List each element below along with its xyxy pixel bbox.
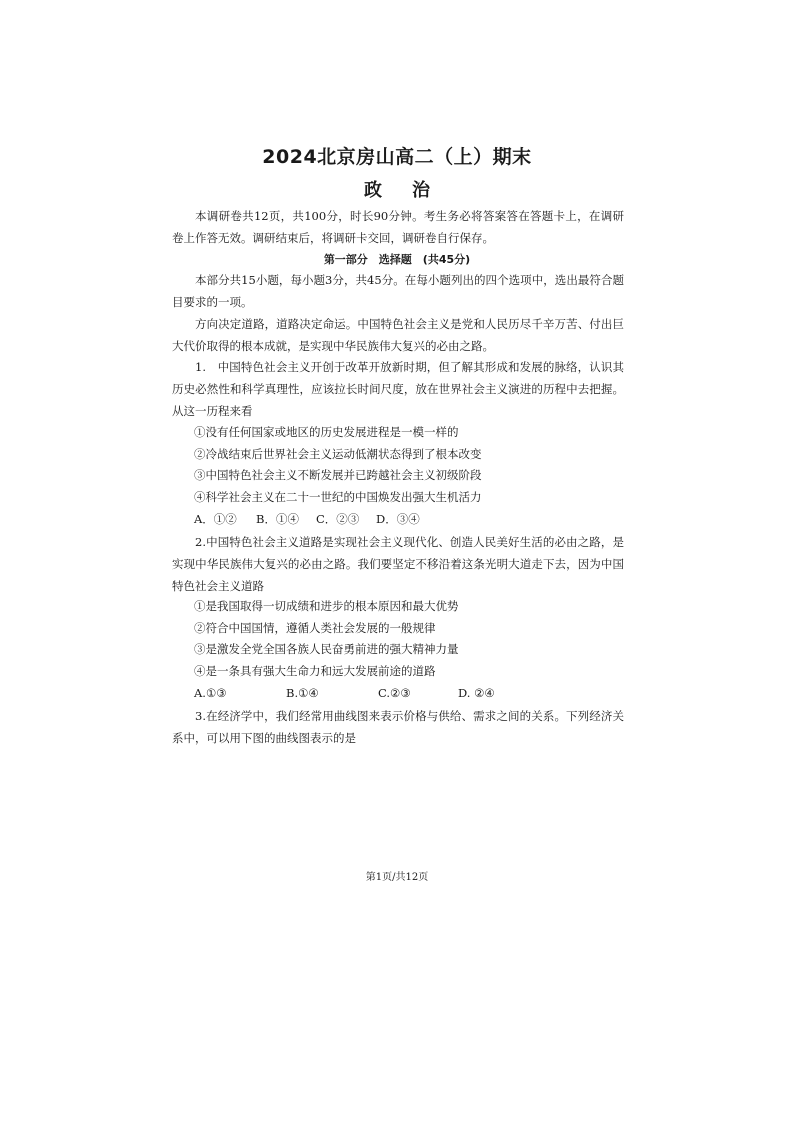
subject-title: 政治 bbox=[364, 180, 460, 201]
answer-choice: B.①④ bbox=[286, 686, 319, 700]
question-2-option: ④是一条具有强大生命力和远大发展前途的道路 bbox=[194, 664, 436, 678]
question-1-option: ②冷战结束后世界社会主义运动低潮状态得到了根本改变 bbox=[194, 447, 482, 461]
question-1-option: ③中国特色社会主义不断发展并已跨越社会主义初级阶段 bbox=[194, 468, 482, 482]
answer-choice: C.②③ bbox=[378, 686, 411, 700]
question-2-option: ②符合中国国情，遵循人类社会发展的一般规律 bbox=[194, 621, 436, 635]
question-1-stem: 1. 中国特色社会主义开创于改革开放新时期，但了解其形成和发展的脉络，认识其历史必然性和科学真理性，应该拉长时间尺度，放在世界社会主义演进的历程中去把握。从这一历程来看 bbox=[172, 360, 624, 418]
question-1-option: ①没有任何国家或地区的历史发展进程是一模一样的 bbox=[194, 425, 459, 439]
answer-choice: A.①③ bbox=[194, 686, 227, 700]
answer-choice: C．②③ bbox=[316, 512, 360, 526]
answer-choice: B．①④ bbox=[256, 512, 299, 526]
question-1-option: ④科学社会主义在二十一世纪的中国焕发出强大生机活力 bbox=[194, 490, 482, 504]
answer-choice: D. ②④ bbox=[458, 686, 495, 700]
answer-choice: D．③④ bbox=[376, 512, 420, 526]
question-2-answers bbox=[194, 684, 495, 702]
answer-choice: A．①② bbox=[194, 512, 237, 526]
page-footer: 第1页/共12页 bbox=[365, 872, 429, 883]
question-2-option: ①是我国取得一切成绩和进步的根本原因和最大优势 bbox=[194, 599, 459, 613]
question-1-answers bbox=[194, 510, 420, 528]
section-header: 第一部分 选择题 (共45分) bbox=[323, 253, 471, 266]
page-title: 2024北京房山高二（上）期末 bbox=[262, 146, 532, 168]
question-2-option: ③是激发全党全国各族人民奋勇前进的强大精神力量 bbox=[194, 642, 459, 656]
question-3-stem: 3.在经济学中，我们经常用曲线图来表示价格与供给、需求之间的关系。下列经济关系中，可以用下图的曲线图表示的是 bbox=[172, 709, 624, 745]
material-paragraph: 方向决定道路，道路决定命运。中国特色社会主义是党和人民历尽千辛万苦、付出巨大代价取得的根本成就，是实现中华民族伟大复兴的必由之路。 bbox=[172, 317, 624, 353]
section-description: 本部分共15小题，每小题3分，共45分。在每小题列出的四个选项中，选出最符合题目要求的一项。 bbox=[172, 273, 624, 309]
question-2-stem: 2.中国特色社会主义道路是实现社会主义现代化、创造人民美好生活的必由之路，是实现中华民族伟大复兴的必由之路。我们要坚定不移沿着这条光明大道走下去，因为中国特色社会主义道路 bbox=[172, 535, 624, 593]
intro-paragraph: 本调研卷共12页，共100分，时长90分钟。考生务必将答案答在答题卡上，在调研卷上作答无效。调研结束后，将调研卡交回，调研卷自行保存。 bbox=[172, 209, 624, 245]
